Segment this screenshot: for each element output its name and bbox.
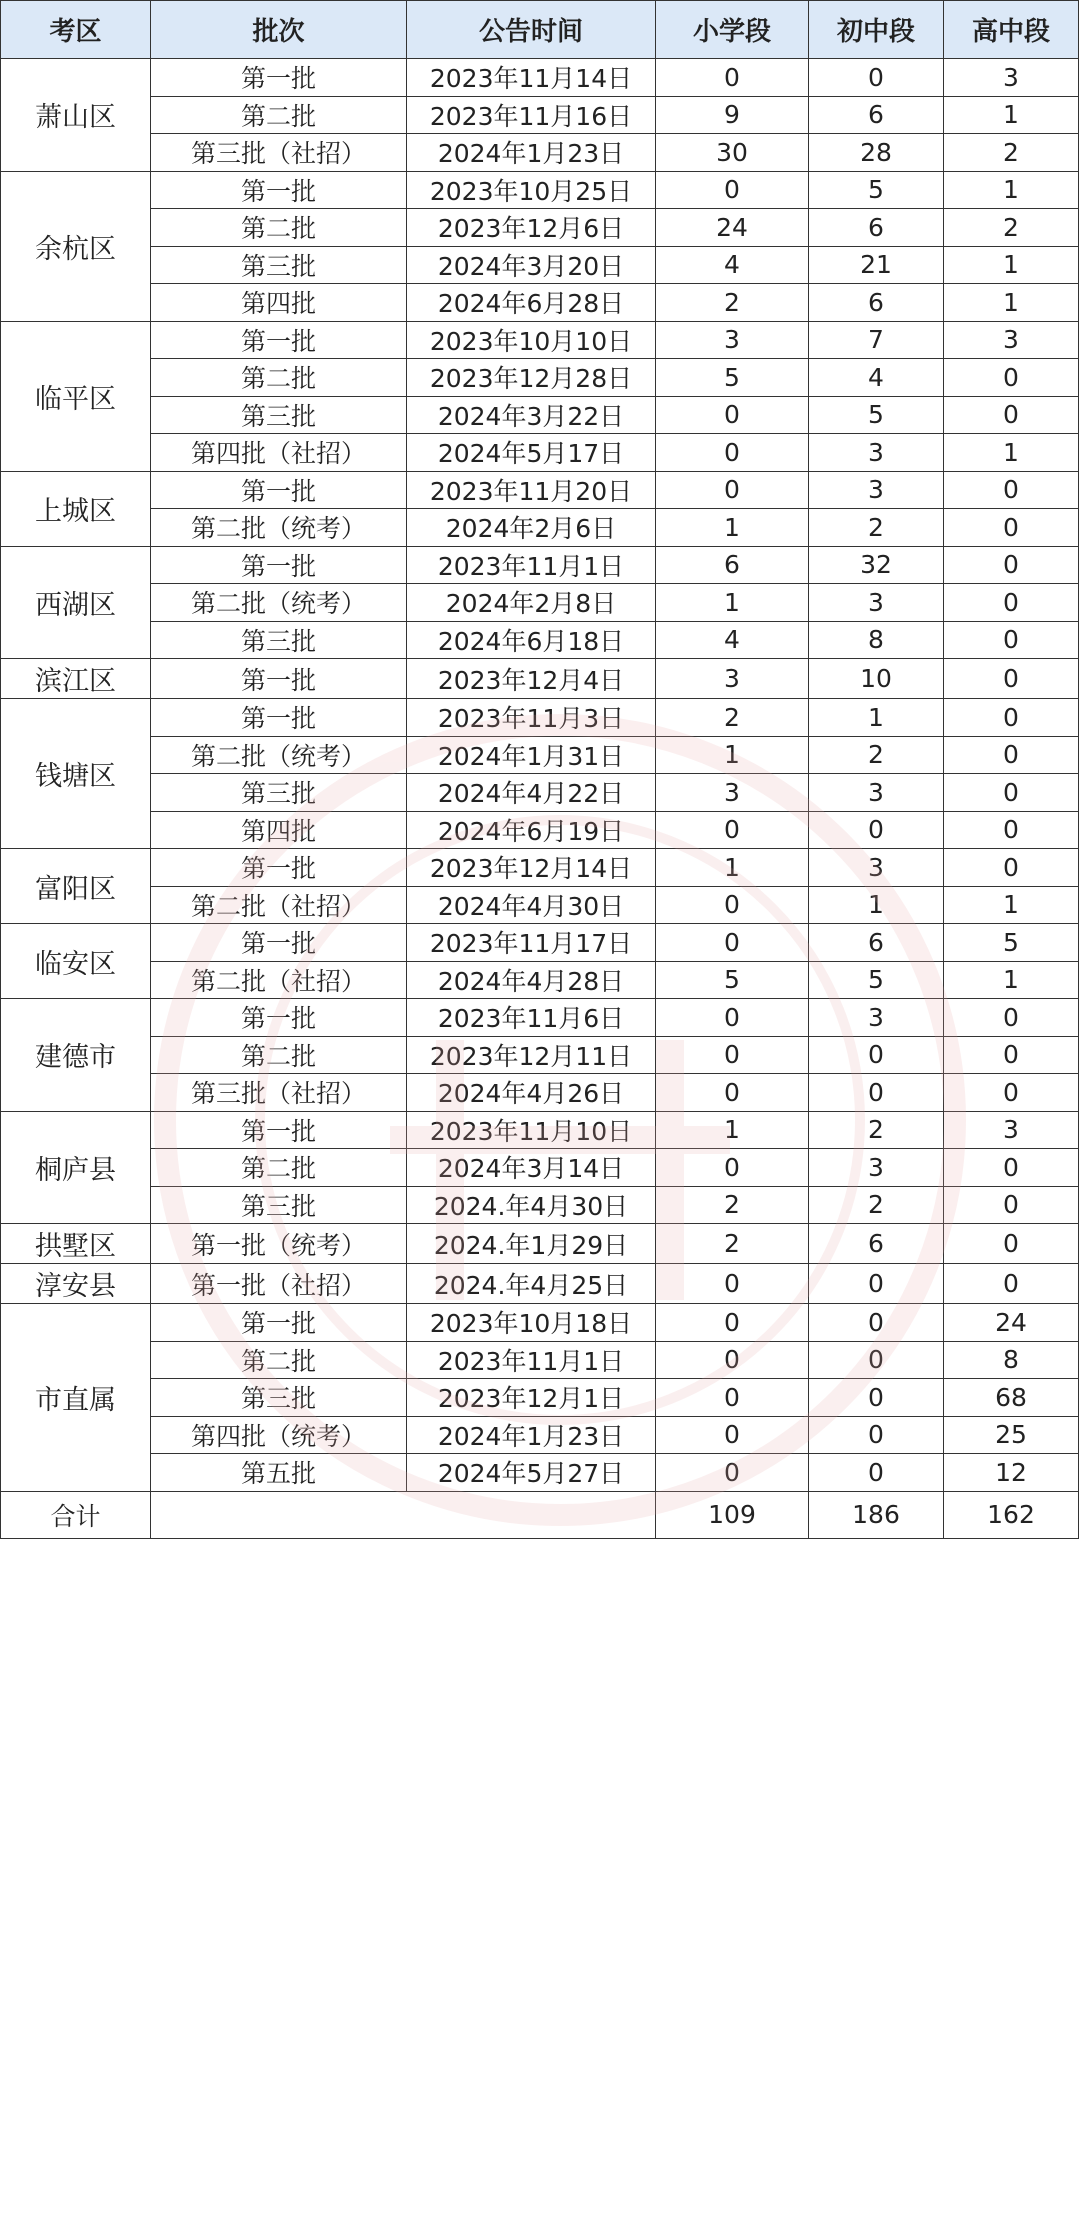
date-cell: 2023年12月6日 [407,209,656,247]
date-cell: 2023年11月20日 [407,471,656,509]
primary-count-cell: 0 [656,924,809,962]
primary-count-cell: 4 [656,246,809,284]
batch-cell: 第四批（社招） [151,434,407,472]
primary-count-cell: 0 [656,999,809,1037]
middle-count-cell: 5 [809,396,944,434]
middle-count-cell: 0 [809,1304,944,1342]
date-cell: 2024年6月28日 [407,284,656,322]
date-cell: 2024年6月18日 [407,621,656,659]
date-cell: 2023年10月18日 [407,1304,656,1342]
district-cell: 拱墅区 [1,1224,151,1264]
table-row [1,321,1079,359]
primary-count-cell: 0 [656,1416,809,1454]
primary-count-cell: 24 [656,209,809,247]
primary-count-cell: 1 [656,509,809,547]
date-cell: 2024年2月6日 [407,509,656,547]
middle-count-cell: 1 [809,886,944,924]
middle-count-cell: 3 [809,774,944,812]
date-cell: 2024.年4月30日 [407,1186,656,1224]
district-cell: 西湖区 [1,546,151,659]
date-cell: 2023年11月6日 [407,999,656,1037]
middle-count-cell: 21 [809,246,944,284]
middle-count-cell: 3 [809,434,944,472]
middle-count-cell: 6 [809,209,944,247]
primary-count-cell: 2 [656,1186,809,1224]
batch-cell: 第一批 [151,924,407,962]
primary-count-cell: 5 [656,961,809,999]
primary-count-cell: 1 [656,1111,809,1149]
date-cell: 2023年11月14日 [407,59,656,97]
high-count-cell: 12 [944,1454,1079,1492]
high-count-cell: 1 [944,171,1079,209]
batch-cell: 第三批 [151,774,407,812]
high-count-cell: 0 [944,849,1079,887]
district-cell: 余杭区 [1,171,151,321]
table-row [1,736,1079,774]
total-primary-cell: 109 [656,1491,809,1538]
batch-cell: 第一批 [151,999,407,1037]
batch-cell: 第四批 [151,284,407,322]
middle-count-cell: 0 [809,1454,944,1492]
table-row [1,134,1079,172]
high-count-cell: 3 [944,1111,1079,1149]
total-empty-cell [151,1491,656,1538]
middle-count-cell: 0 [809,1074,944,1112]
table-row [1,811,1079,849]
primary-count-cell: 0 [656,434,809,472]
high-count-cell: 0 [944,1264,1079,1304]
table-row [1,621,1079,659]
date-cell: 2023年11月1日 [407,1341,656,1379]
table-row [1,96,1079,134]
primary-count-cell: 0 [656,1074,809,1112]
primary-count-cell: 9 [656,96,809,134]
high-count-cell: 1 [944,886,1079,924]
primary-count-cell: 0 [656,396,809,434]
batch-cell: 第一批 [151,59,407,97]
high-count-cell: 0 [944,659,1079,699]
date-cell: 2023年10月25日 [407,171,656,209]
primary-count-cell: 0 [656,1149,809,1187]
batch-cell: 第三批（社招） [151,1074,407,1112]
middle-count-cell: 2 [809,736,944,774]
batch-cell: 第二批 [151,96,407,134]
total-row [1,1491,1079,1538]
middle-count-cell: 0 [809,811,944,849]
table-row [1,209,1079,247]
date-cell: 2023年12月11日 [407,1036,656,1074]
header-batch: 批次 [151,1,407,59]
batch-cell: 第一批 [151,849,407,887]
date-cell: 2024年1月31日 [407,736,656,774]
district-cell: 萧山区 [1,59,151,172]
batch-cell: 第二批（社招） [151,961,407,999]
date-cell: 2024.年4月25日 [407,1264,656,1304]
table-row [1,546,1079,584]
district-cell: 富阳区 [1,849,151,924]
middle-count-cell: 0 [809,1379,944,1417]
batch-cell: 第一批 [151,1304,407,1342]
header-primary: 小学段 [656,1,809,59]
table-row [1,1149,1079,1187]
date-cell: 2024年3月22日 [407,396,656,434]
primary-count-cell: 0 [656,811,809,849]
batch-cell: 第二批（统考） [151,736,407,774]
batch-cell: 第二批 [151,1149,407,1187]
date-cell: 2023年12月14日 [407,849,656,887]
date-cell: 2024年6月19日 [407,811,656,849]
primary-count-cell: 0 [656,886,809,924]
middle-count-cell: 28 [809,134,944,172]
high-count-cell: 0 [944,774,1079,812]
table-row [1,999,1079,1037]
high-count-cell: 1 [944,96,1079,134]
batch-cell: 第一批（统考） [151,1224,407,1264]
header-middle: 初中段 [809,1,944,59]
batch-cell: 第四批 [151,811,407,849]
middle-count-cell: 0 [809,1341,944,1379]
middle-count-cell: 7 [809,321,944,359]
primary-count-cell: 0 [656,1454,809,1492]
high-count-cell: 25 [944,1416,1079,1454]
batch-cell: 第三批 [151,1186,407,1224]
table-row [1,1341,1079,1379]
date-cell: 2024年5月27日 [407,1454,656,1492]
middle-count-cell: 8 [809,621,944,659]
batch-cell: 第一批 [151,546,407,584]
primary-count-cell: 6 [656,546,809,584]
table-row [1,1186,1079,1224]
table-row [1,246,1079,284]
primary-count-cell: 1 [656,736,809,774]
batch-cell: 第二批（统考） [151,509,407,547]
high-count-cell: 0 [944,1149,1079,1187]
high-count-cell: 0 [944,1036,1079,1074]
middle-count-cell: 6 [809,1224,944,1264]
date-cell: 2023年11月16日 [407,96,656,134]
total-label-cell: 合计 [1,1491,151,1538]
middle-count-cell: 2 [809,1111,944,1149]
date-cell: 2023年10月10日 [407,321,656,359]
high-count-cell: 1 [944,961,1079,999]
table-row [1,434,1079,472]
date-cell: 2024年4月22日 [407,774,656,812]
middle-count-cell: 6 [809,96,944,134]
high-count-cell: 0 [944,471,1079,509]
batch-cell: 第一批 [151,1111,407,1149]
middle-count-cell: 3 [809,849,944,887]
header-district: 考区 [1,1,151,59]
primary-count-cell: 0 [656,1264,809,1304]
high-count-cell: 8 [944,1341,1079,1379]
primary-count-cell: 2 [656,1224,809,1264]
date-cell: 2023年12月28日 [407,359,656,397]
table-row [1,1379,1079,1417]
table-row [1,509,1079,547]
primary-count-cell: 0 [656,1341,809,1379]
batch-cell: 第三批 [151,246,407,284]
table-row [1,171,1079,209]
high-count-cell: 0 [944,1224,1079,1264]
table-row [1,1416,1079,1454]
primary-count-cell: 0 [656,59,809,97]
district-cell: 滨江区 [1,659,151,699]
high-count-cell: 68 [944,1379,1079,1417]
header-row [1,1,1079,59]
high-count-cell: 0 [944,699,1079,737]
district-cell: 上城区 [1,471,151,546]
batch-cell: 第五批 [151,1454,407,1492]
middle-count-cell: 0 [809,59,944,97]
batch-cell: 第一批 [151,321,407,359]
high-count-cell: 2 [944,134,1079,172]
batch-cell: 第二批 [151,359,407,397]
table-row [1,284,1079,322]
primary-count-cell: 2 [656,284,809,322]
batch-cell: 第三批 [151,396,407,434]
district-cell: 钱塘区 [1,699,151,849]
primary-count-cell: 3 [656,774,809,812]
high-count-cell: 0 [944,811,1079,849]
table-row [1,924,1079,962]
date-cell: 2023年12月1日 [407,1379,656,1417]
batch-cell: 第二批（社招） [151,886,407,924]
date-cell: 2024年5月17日 [407,434,656,472]
middle-count-cell: 3 [809,584,944,622]
high-count-cell: 24 [944,1304,1079,1342]
date-cell: 2024年4月30日 [407,886,656,924]
primary-count-cell: 0 [656,1379,809,1417]
district-cell: 淳安县 [1,1264,151,1304]
date-cell: 2023年11月17日 [407,924,656,962]
primary-count-cell: 0 [656,471,809,509]
batch-cell: 第三批 [151,1379,407,1417]
middle-count-cell: 6 [809,924,944,962]
table-row [1,886,1079,924]
table-row [1,59,1079,97]
table-row [1,1036,1079,1074]
primary-count-cell: 5 [656,359,809,397]
middle-count-cell: 5 [809,171,944,209]
high-count-cell: 1 [944,246,1079,284]
date-cell: 2024年3月14日 [407,1149,656,1187]
batch-cell: 第一批 [151,471,407,509]
batch-cell: 第二批（统考） [151,584,407,622]
table-row [1,1304,1079,1342]
table-row [1,471,1079,509]
date-cell: 2024年1月23日 [407,134,656,172]
high-count-cell: 3 [944,59,1079,97]
table-row [1,1111,1079,1149]
middle-count-cell: 10 [809,659,944,699]
high-count-cell: 0 [944,1074,1079,1112]
table-row [1,1074,1079,1112]
middle-count-cell: 5 [809,961,944,999]
primary-count-cell: 30 [656,134,809,172]
date-cell: 2023年11月3日 [407,699,656,737]
header-high: 高中段 [944,1,1079,59]
header-date: 公告时间 [407,1,656,59]
district-cell: 桐庐县 [1,1111,151,1224]
middle-count-cell: 0 [809,1036,944,1074]
middle-count-cell: 1 [809,699,944,737]
batch-cell: 第二批 [151,209,407,247]
high-count-cell: 5 [944,924,1079,962]
high-count-cell: 1 [944,434,1079,472]
date-cell: 2023年11月10日 [407,1111,656,1149]
batch-cell: 第三批 [151,621,407,659]
middle-count-cell: 6 [809,284,944,322]
table-row [1,584,1079,622]
high-count-cell: 0 [944,546,1079,584]
middle-count-cell: 32 [809,546,944,584]
primary-count-cell: 3 [656,659,809,699]
primary-count-cell: 1 [656,584,809,622]
batch-cell: 第一批 [151,171,407,209]
high-count-cell: 0 [944,736,1079,774]
total-middle-cell: 186 [809,1491,944,1538]
date-cell: 2024年1月23日 [407,1416,656,1454]
high-count-cell: 0 [944,621,1079,659]
table-row [1,396,1079,434]
table-row [1,1224,1079,1264]
primary-count-cell: 3 [656,321,809,359]
table-row [1,774,1079,812]
primary-count-cell: 1 [656,849,809,887]
date-cell: 2024.年1月29日 [407,1224,656,1264]
primary-count-cell: 0 [656,171,809,209]
district-cell: 临安区 [1,924,151,999]
total-high-cell: 162 [944,1491,1079,1538]
district-cell: 市直属 [1,1304,151,1492]
date-cell: 2024年4月28日 [407,961,656,999]
middle-count-cell: 2 [809,1186,944,1224]
primary-count-cell: 0 [656,1036,809,1074]
table-row [1,659,1079,699]
table-row [1,849,1079,887]
middle-count-cell: 0 [809,1264,944,1304]
high-count-cell: 3 [944,321,1079,359]
table-row [1,699,1079,737]
middle-count-cell: 3 [809,1149,944,1187]
primary-count-cell: 2 [656,699,809,737]
primary-count-cell: 0 [656,1304,809,1342]
date-cell: 2024年4月26日 [407,1074,656,1112]
batch-cell: 第二批 [151,1341,407,1379]
table-row [1,359,1079,397]
high-count-cell: 1 [944,284,1079,322]
batch-cell: 第一批（社招） [151,1264,407,1304]
table-row [1,961,1079,999]
table-body [1,59,1079,1539]
table-row [1,1454,1079,1492]
district-cell: 临平区 [1,321,151,471]
middle-count-cell: 4 [809,359,944,397]
table-row [1,1264,1079,1304]
batch-cell: 第四批（统考） [151,1416,407,1454]
date-cell: 2023年11月1日 [407,546,656,584]
high-count-cell: 0 [944,1186,1079,1224]
high-count-cell: 0 [944,999,1079,1037]
date-cell: 2024年2月8日 [407,584,656,622]
middle-count-cell: 0 [809,1416,944,1454]
date-cell: 2024年3月20日 [407,246,656,284]
high-count-cell: 2 [944,209,1079,247]
batch-cell: 第三批（社招） [151,134,407,172]
middle-count-cell: 3 [809,999,944,1037]
district-cell: 建德市 [1,999,151,1112]
high-count-cell: 0 [944,584,1079,622]
primary-count-cell: 4 [656,621,809,659]
high-count-cell: 0 [944,359,1079,397]
batch-cell: 第一批 [151,699,407,737]
middle-count-cell: 3 [809,471,944,509]
batch-cell: 第二批 [151,1036,407,1074]
high-count-cell: 0 [944,509,1079,547]
date-cell: 2023年12月4日 [407,659,656,699]
high-count-cell: 0 [944,396,1079,434]
batch-cell: 第一批 [151,659,407,699]
middle-count-cell: 2 [809,509,944,547]
